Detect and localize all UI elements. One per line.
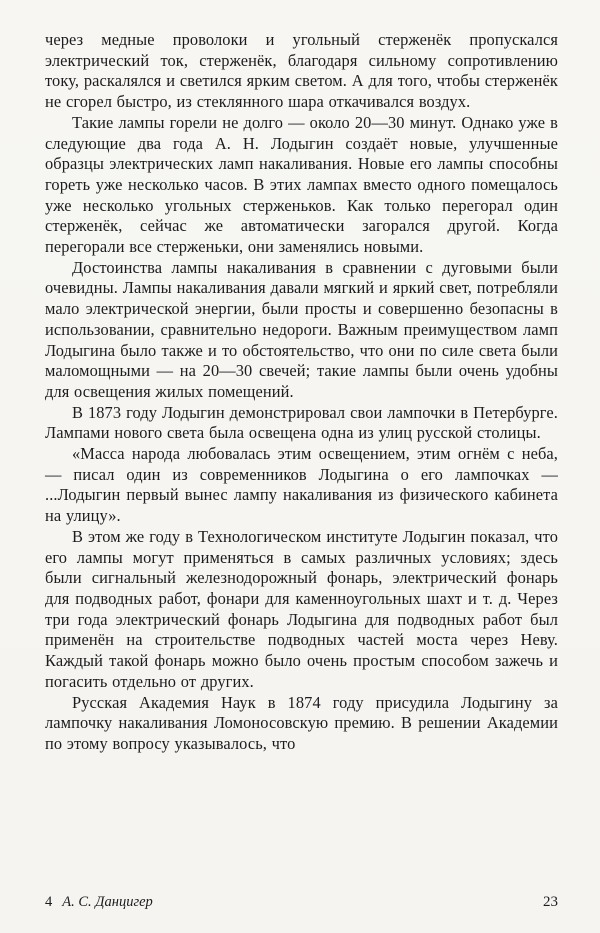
- author-signature: А. С. Данцигер: [62, 894, 153, 910]
- paragraph: Такие лампы горели не долго — около 20—30 минут. Однако уже в следующие два года А. Н. Лодыгин создаёт новые, улучшенные образцы электрических ламп накаливания. Новые его лампы способны гореть уже несколько часов. В этих лампах вместо одного помещалось уже несколько угольных стерженьков. Как только перегорал один стерженёк, сейчас же автоматически загорался другой. Когда перегорали все стерженьки, они заменялись новыми.: [45, 112, 558, 257]
- paragraph-continuation: через медные проволоки и угольный стерженёк пропускался электрический ток, стерженёк, благодаря сильному сопротивлению току, раскалялся и светился ярким светом. А для того, чтобы стерженёк не сгорел быстро, из стеклянного шара откачивался воздух.: [45, 30, 558, 112]
- paragraph: Достоинства лампы накаливания в сравнении с дуговыми были очевидны. Лампы накаливания давали мягкий и яркий свет, потребляли мало электрической энергии, были просты и совершенно безопасны в использовании, сравнительно недороги. Важным преимуществом ламп Лодыгина было также и то обстоятельство, что они по силе света были маломощными — на 20—30 свечей; такие лампы были очень удобны для освещения жилых помещений.: [45, 257, 558, 401]
- page-footer: [45, 886, 558, 911]
- page-text: [45, 30, 558, 886]
- page-number: 23: [543, 894, 558, 910]
- paragraph: В 1873 году Лодыгин демонстрировал свои лампочки в Петербурге. Лампами нового света была освещена одна из улиц русской столицы.: [45, 402, 558, 443]
- signature-number: 4: [45, 894, 53, 910]
- print-signature: [45, 894, 153, 911]
- paragraph: В этом же году в Технологическом институте Лодыгин показал, что его лампы могут применяться в самых различных условиях; здесь были сигнальный железнодорожный фонарь, электрический фонарь для подводных работ, фонари для каменноугольных шахт и т. д. Через три года электрический фонарь Лодыгина для подводных работ был применён на строительстве подводных частей моста через Неву. Каждый такой фонарь можно было очень простым способом зажечь и погасить отдельно от других.: [45, 526, 558, 691]
- paragraph-quote: «Масса народа любовалась этим освещением, этим огнём с неба, — писал один из современников Лодыгина о его лампочках — ...Лодыгин первый вынес лампу накаливания из физического кабинета на улицу».: [45, 444, 558, 526]
- paragraph: Русская Академия Наук в 1874 году присудила Лодыгину за лампочку накаливания Ломоносовскую премию. В решении Академии по этому вопросу указывалось, что: [45, 692, 558, 753]
